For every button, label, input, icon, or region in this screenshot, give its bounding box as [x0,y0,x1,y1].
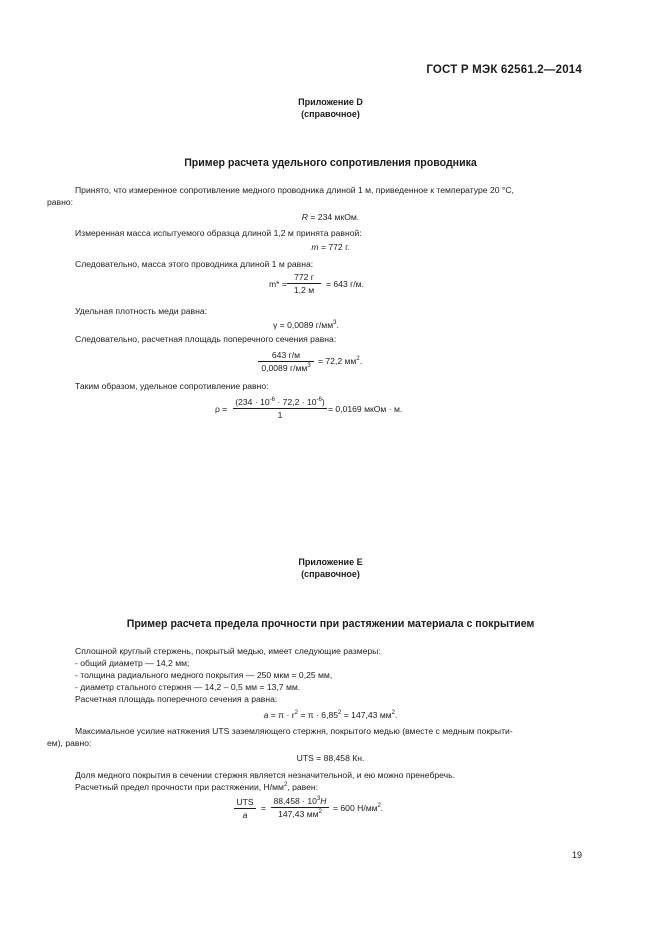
appendix-d-subtitle: (справочное) [301,109,360,119]
list-item: - общий диаметр — 14,2 мм; [75,658,190,668]
formula-area: $a = \pi \cdot r^2 = \pi \cdot 6,85^2 = 147,43$ $мм^2$. [263,710,398,720]
appendix-e-subtitle: (справочное) [301,569,360,579]
paragraph: ем), равно: [47,738,92,748]
paragraph: Следовательно, расчетная площадь поперечного сечения равна: [75,334,337,344]
formula-mass: m = 772 г. [311,242,350,252]
paragraph: Следовательно, масса этого проводника длиной 1 м равна: [75,259,314,269]
page-number: 19 [571,850,582,860]
list-item: - толщина радиального медного покрытия — 250 мкм = 0,25 мм, [75,670,333,680]
formula-resistance: R = 234 мкОм. [301,212,360,222]
appendix-e-title: Приложение Е [298,557,363,567]
paragraph: Принято, что измеренное сопротивление медного проводника длиной 1 м, приведенное к температуре 20 °С, [75,185,514,195]
paragraph: Сплошной круглый стержень, покрытый медью, имеет следующие размеры: [75,646,381,656]
appendix-d-title: Приложение D [298,97,363,107]
paragraph: Расчетный предел прочности при растяжении, $Н/мм^2$, равен: [75,782,319,792]
fraction-uts-over-a: UTS a [234,797,256,820]
paragraph: Доля медного покрытия в сечении стержня является незначительной, и ею можно пренебречь. [75,770,456,780]
formula-equals: = [261,803,267,813]
paragraph: Расчетная площадь поперечного сечения a равна: [75,694,278,704]
fraction-area: 643 г/м 0,0089 $г/мм^3$ [258,350,314,373]
paragraph: Таким образом, удельное сопротивление равно: [75,381,269,391]
fraction-mass-per-length: 772 г 1,2 м [287,272,321,295]
formula-uts: UTS = 88,458 Кн. [296,753,365,763]
fraction-resistivity: $\frac{(234 \cdot 10^{-6} \cdot 72,2 \cdot 10^{-6})}{1}$ [233,397,327,420]
appendix-d-heading: Пример расчета удельного сопротивления проводника [184,157,477,169]
paragraph: равно: [47,197,74,207]
paragraph: Максимальное усилие натяжения UTS заземляющего стержня, покрытого медью (вместе с медным покрыти- [75,726,513,736]
formula-rhs: = 72,2 $мм^2$. [318,356,363,366]
paragraph: Измеренная масса испытуемого образца длиной 1,2 м принята равной: [75,228,362,238]
standard-header: ГОСТ Р МЭК 62561.2—2014 [426,64,582,76]
formula-rhs: = 0,0169 мкОм · м. [328,404,403,414]
appendix-e-heading: Пример расчета предела прочности при растяжении материала с покрытием [126,618,535,630]
formula-density: γ = 0,0089 $г/мм^3$. [273,320,339,330]
list-item: - диаметр стального стержня — 14,2 – 0,5 мм = 13,7 мм. [75,682,301,692]
fraction-strength: $88,458 \cdot 10^3Н$ 147,43 $мм^2$ [271,796,329,819]
formula-rhs: = 600 $Н/мм^2$. [333,803,384,813]
paragraph: Удельная плотность меди равна: [75,306,208,316]
formula-rhs: = 643 г/м. [326,279,364,289]
formula-lhs: m* = [269,279,287,289]
formula-lhs: ρ = [215,404,228,414]
